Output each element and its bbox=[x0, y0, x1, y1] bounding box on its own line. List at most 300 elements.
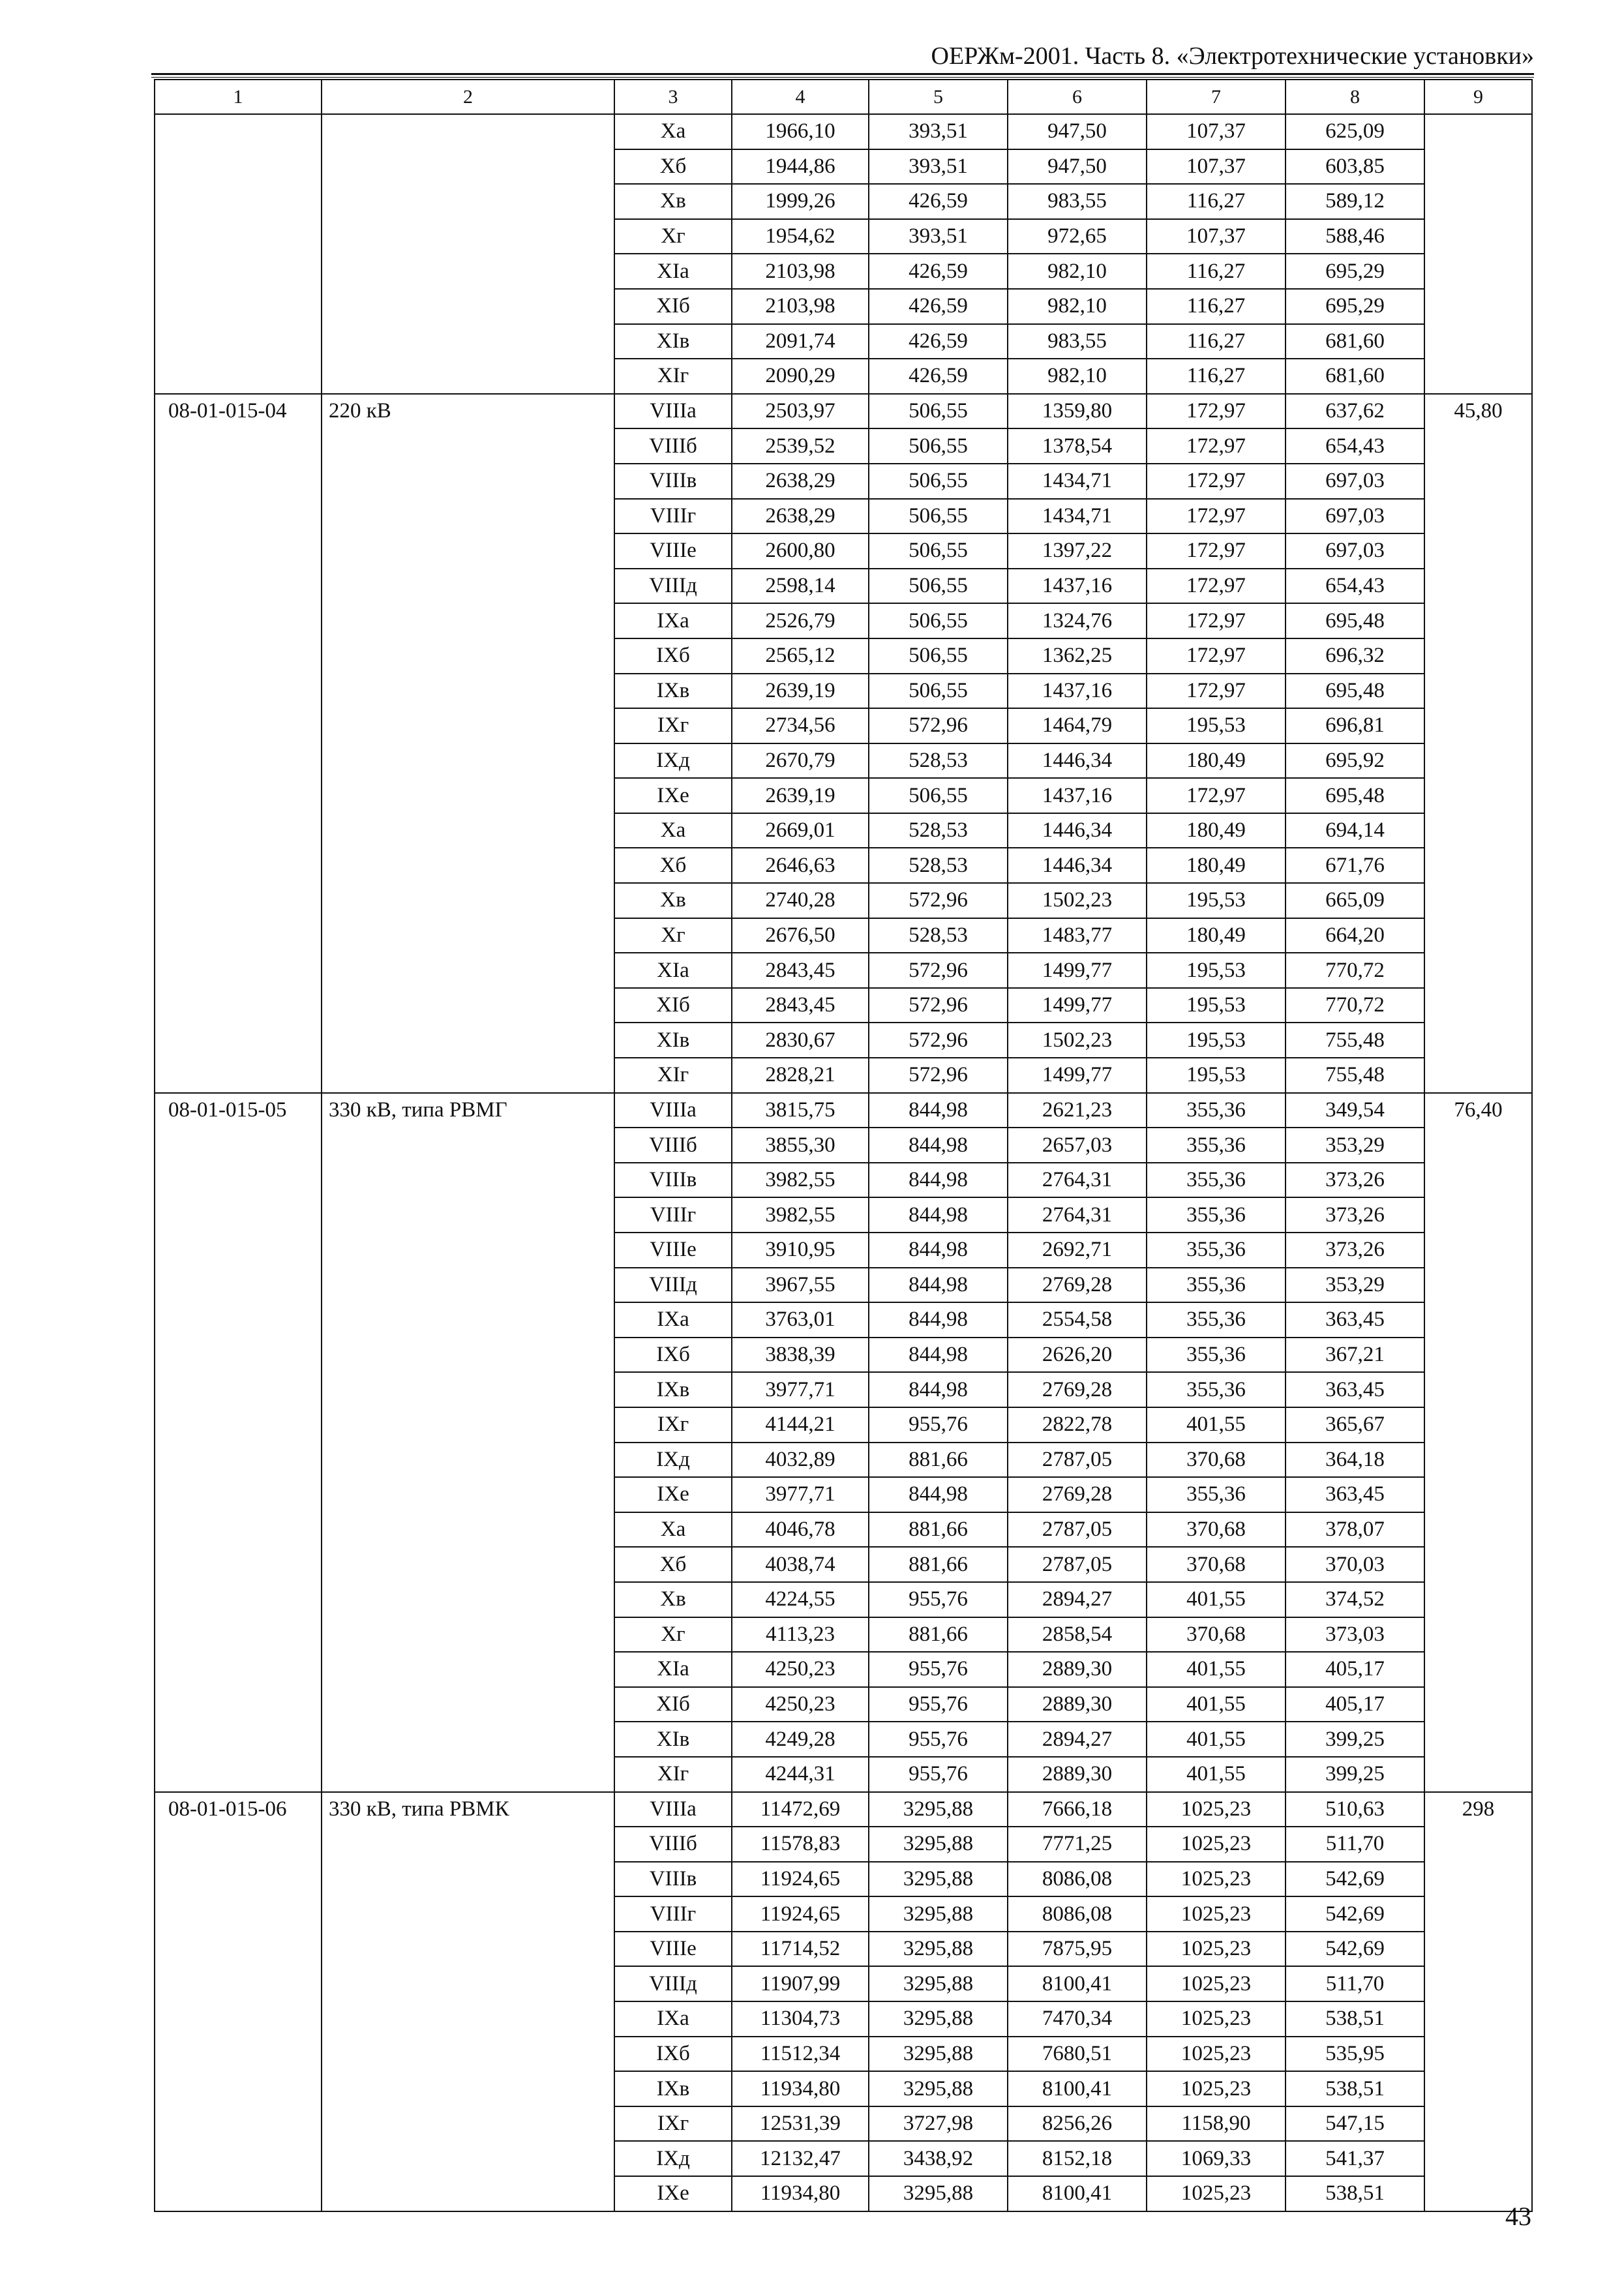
machine-cost-cell: 982,10 bbox=[1008, 289, 1147, 324]
machine-cost-cell: 7666,18 bbox=[1008, 1792, 1147, 1827]
labor-cost-cell: 506,55 bbox=[869, 464, 1008, 499]
labor-cost-cell: 506,55 bbox=[869, 603, 1008, 638]
total-cost-cell: 1944,86 bbox=[732, 149, 869, 185]
subtype-cell: XIв bbox=[614, 324, 732, 359]
materials-cost-cell: 755,48 bbox=[1286, 1023, 1424, 1058]
materials-cost-cell: 378,07 bbox=[1286, 1512, 1424, 1548]
table-row bbox=[155, 1093, 1532, 1128]
total-cost-cell: 2090,29 bbox=[732, 359, 869, 394]
labor-cost-cell: 3295,88 bbox=[869, 1932, 1008, 1967]
labor-cost-cell: 572,96 bbox=[869, 1058, 1008, 1093]
labor-cost-cell: 393,51 bbox=[869, 114, 1008, 149]
machine-cost-cell: 1324,76 bbox=[1008, 603, 1147, 638]
labor-cost-cell: 3295,88 bbox=[869, 2037, 1008, 2072]
column-number: 1 bbox=[155, 80, 322, 114]
materials-cost-cell: 367,21 bbox=[1286, 1338, 1424, 1373]
driver-wage-cell: 107,37 bbox=[1147, 114, 1286, 149]
total-cost-cell: 4038,74 bbox=[732, 1547, 869, 1582]
materials-cost-cell: 373,03 bbox=[1286, 1617, 1424, 1653]
labor-cost-cell: 506,55 bbox=[869, 638, 1008, 674]
materials-cost-cell: 541,37 bbox=[1286, 2141, 1424, 2176]
labor-cost-cell: 528,53 bbox=[869, 848, 1008, 883]
subtype-cell: VIIIв bbox=[614, 1862, 732, 1897]
subtype-cell: VIIIг bbox=[614, 1896, 732, 1932]
subtype-cell: Xб bbox=[614, 149, 732, 185]
total-cost-cell: 4224,55 bbox=[732, 1582, 869, 1617]
machine-cost-cell: 2894,27 bbox=[1008, 1722, 1147, 1757]
total-cost-cell: 3838,39 bbox=[732, 1338, 869, 1373]
materials-cost-cell: 625,09 bbox=[1286, 114, 1424, 149]
driver-wage-cell: 401,55 bbox=[1147, 1407, 1286, 1443]
driver-wage-cell: 1069,33 bbox=[1147, 2141, 1286, 2176]
driver-wage-cell: 172,97 bbox=[1147, 603, 1286, 638]
table-row bbox=[155, 1792, 1532, 1827]
labor-cost-cell: 3295,88 bbox=[869, 1966, 1008, 2001]
machine-cost-cell: 2764,31 bbox=[1008, 1163, 1147, 1198]
labor-cost-cell: 844,98 bbox=[869, 1197, 1008, 1233]
machine-cost-cell: 2692,71 bbox=[1008, 1233, 1147, 1268]
labor-cost-cell: 881,66 bbox=[869, 1512, 1008, 1548]
materials-cost-cell: 399,25 bbox=[1286, 1757, 1424, 1792]
total-cost-cell: 2639,19 bbox=[732, 778, 869, 813]
name-cell bbox=[322, 114, 614, 394]
subtype-cell: IXв bbox=[614, 2071, 732, 2106]
subtype-cell: IXб bbox=[614, 638, 732, 674]
total-cost-cell: 3763,01 bbox=[732, 1302, 869, 1338]
total-cost-cell: 2503,97 bbox=[732, 394, 869, 429]
total-cost-cell: 2600,80 bbox=[732, 533, 869, 569]
machine-cost-cell: 8086,08 bbox=[1008, 1862, 1147, 1897]
total-cost-cell: 11472,69 bbox=[732, 1792, 869, 1827]
driver-wage-cell: 195,53 bbox=[1147, 883, 1286, 918]
materials-cost-cell: 695,48 bbox=[1286, 674, 1424, 709]
machine-cost-cell: 1397,22 bbox=[1008, 533, 1147, 569]
machine-cost-cell: 1464,79 bbox=[1008, 708, 1147, 743]
total-cost-cell: 4113,23 bbox=[732, 1617, 869, 1653]
driver-wage-cell: 1025,23 bbox=[1147, 2071, 1286, 2106]
driver-wage-cell: 180,49 bbox=[1147, 813, 1286, 848]
labor-cost-cell: 3438,92 bbox=[869, 2141, 1008, 2176]
materials-cost-cell: 542,69 bbox=[1286, 1932, 1424, 1967]
driver-wage-cell: 401,55 bbox=[1147, 1652, 1286, 1687]
driver-wage-cell: 370,68 bbox=[1147, 1443, 1286, 1478]
subtype-cell: XIг bbox=[614, 1058, 732, 1093]
materials-cost-cell: 695,29 bbox=[1286, 254, 1424, 289]
total-cost-cell: 11304,73 bbox=[732, 2001, 869, 2037]
machine-cost-cell: 2787,05 bbox=[1008, 1512, 1147, 1548]
subtype-cell: VIIIе bbox=[614, 533, 732, 569]
driver-wage-cell: 401,55 bbox=[1147, 1757, 1286, 1792]
machine-cost-cell: 1499,77 bbox=[1008, 953, 1147, 988]
machine-cost-cell: 1499,77 bbox=[1008, 988, 1147, 1023]
materials-cost-cell: 770,72 bbox=[1286, 988, 1424, 1023]
subtype-cell: Xг bbox=[614, 918, 732, 953]
driver-wage-cell: 1158,90 bbox=[1147, 2106, 1286, 2142]
materials-cost-cell: 603,85 bbox=[1286, 149, 1424, 185]
table-row bbox=[155, 114, 1532, 149]
total-cost-cell: 12132,47 bbox=[732, 2141, 869, 2176]
subtype-cell: XIг bbox=[614, 359, 732, 394]
machine-cost-cell: 982,10 bbox=[1008, 254, 1147, 289]
machine-cost-cell: 1446,34 bbox=[1008, 848, 1147, 883]
column-number: 6 bbox=[1008, 80, 1147, 114]
labor-cost-cell: 844,98 bbox=[869, 1268, 1008, 1303]
driver-wage-cell: 370,68 bbox=[1147, 1547, 1286, 1582]
materials-cost-cell: 654,43 bbox=[1286, 569, 1424, 604]
machine-cost-cell: 1502,23 bbox=[1008, 1023, 1147, 1058]
total-cost-cell: 11924,65 bbox=[732, 1862, 869, 1897]
materials-cost-cell: 373,26 bbox=[1286, 1163, 1424, 1198]
driver-wage-cell: 116,27 bbox=[1147, 324, 1286, 359]
machine-cost-cell: 947,50 bbox=[1008, 149, 1147, 185]
subtype-cell: XIa bbox=[614, 1652, 732, 1687]
machine-cost-cell: 8100,41 bbox=[1008, 1966, 1147, 2001]
total-cost-cell: 12531,39 bbox=[732, 2106, 869, 2142]
subtype-cell: IXе bbox=[614, 778, 732, 813]
subtype-cell: IXб bbox=[614, 1338, 732, 1373]
total-cost-cell: 2539,52 bbox=[732, 428, 869, 464]
column-number: 7 bbox=[1147, 80, 1286, 114]
machine-cost-cell: 8086,08 bbox=[1008, 1896, 1147, 1932]
driver-wage-cell: 355,36 bbox=[1147, 1163, 1286, 1198]
materials-cost-cell: 511,70 bbox=[1286, 1827, 1424, 1862]
total-cost-cell: 3967,55 bbox=[732, 1268, 869, 1303]
labor-cost-cell: 426,59 bbox=[869, 254, 1008, 289]
materials-cost-cell: 654,43 bbox=[1286, 428, 1424, 464]
materials-cost-cell: 696,32 bbox=[1286, 638, 1424, 674]
materials-cost-cell: 695,29 bbox=[1286, 289, 1424, 324]
materials-cost-cell: 363,45 bbox=[1286, 1302, 1424, 1338]
driver-wage-cell: 116,27 bbox=[1147, 254, 1286, 289]
machine-cost-cell: 1359,80 bbox=[1008, 394, 1147, 429]
driver-wage-cell: 355,36 bbox=[1147, 1128, 1286, 1163]
machine-cost-cell: 8100,41 bbox=[1008, 2071, 1147, 2106]
name-cell: 220 кВ bbox=[322, 394, 614, 1093]
table-row bbox=[155, 394, 1532, 429]
labor-cost-cell: 881,66 bbox=[869, 1547, 1008, 1582]
machine-cost-cell: 1362,25 bbox=[1008, 638, 1147, 674]
total-cost-cell: 2828,21 bbox=[732, 1058, 869, 1093]
driver-wage-cell: 355,36 bbox=[1147, 1268, 1286, 1303]
code-cell: 08-01-015-05 bbox=[155, 1093, 322, 1792]
labor-cost-cell: 844,98 bbox=[869, 1338, 1008, 1373]
materials-cost-cell: 755,48 bbox=[1286, 1058, 1424, 1093]
column-number: 4 bbox=[732, 80, 869, 114]
labor-cost-cell: 528,53 bbox=[869, 813, 1008, 848]
subtype-cell: IXa bbox=[614, 1302, 732, 1338]
subtype-cell: IXд bbox=[614, 743, 732, 779]
machine-cost-cell: 8100,41 bbox=[1008, 2176, 1147, 2211]
total-cost-cell: 3982,55 bbox=[732, 1197, 869, 1233]
total-cost-cell: 1999,26 bbox=[732, 184, 869, 219]
machine-cost-cell: 2858,54 bbox=[1008, 1617, 1147, 1653]
labor-cost-cell: 844,98 bbox=[869, 1302, 1008, 1338]
labor-cost-cell: 528,53 bbox=[869, 918, 1008, 953]
labor-cost-cell: 572,96 bbox=[869, 988, 1008, 1023]
subtype-cell: VIIIa bbox=[614, 1093, 732, 1128]
machine-cost-cell: 2657,03 bbox=[1008, 1128, 1147, 1163]
driver-wage-cell: 370,68 bbox=[1147, 1512, 1286, 1548]
norm-cell: 298 bbox=[1424, 1792, 1532, 2211]
labor-cost-cell: 844,98 bbox=[869, 1163, 1008, 1198]
driver-wage-cell: 1025,23 bbox=[1147, 1932, 1286, 1967]
code-cell: 08-01-015-04 bbox=[155, 394, 322, 1093]
subtype-cell: VIIIa bbox=[614, 1792, 732, 1827]
driver-wage-cell: 172,97 bbox=[1147, 499, 1286, 534]
driver-wage-cell: 370,68 bbox=[1147, 1617, 1286, 1653]
total-cost-cell: 2638,29 bbox=[732, 464, 869, 499]
subtype-cell: IXб bbox=[614, 2037, 732, 2072]
total-cost-cell: 2526,79 bbox=[732, 603, 869, 638]
total-cost-cell: 11512,34 bbox=[732, 2037, 869, 2072]
materials-cost-cell: 353,29 bbox=[1286, 1268, 1424, 1303]
total-cost-cell: 4046,78 bbox=[732, 1512, 869, 1548]
driver-wage-cell: 107,37 bbox=[1147, 219, 1286, 254]
subtype-cell: IXг bbox=[614, 2106, 732, 2142]
subtype-cell: VIIIе bbox=[614, 1932, 732, 1967]
driver-wage-cell: 116,27 bbox=[1147, 359, 1286, 394]
machine-cost-cell: 1483,77 bbox=[1008, 918, 1147, 953]
subtype-cell: Xг bbox=[614, 1617, 732, 1653]
materials-cost-cell: 349,54 bbox=[1286, 1093, 1424, 1128]
subtype-cell: Xв bbox=[614, 883, 732, 918]
labor-cost-cell: 393,51 bbox=[869, 149, 1008, 185]
driver-wage-cell: 195,53 bbox=[1147, 1058, 1286, 1093]
total-cost-cell: 11578,83 bbox=[732, 1827, 869, 1862]
column-number: 3 bbox=[614, 80, 732, 114]
driver-wage-cell: 172,97 bbox=[1147, 394, 1286, 429]
machine-cost-cell: 2554,58 bbox=[1008, 1302, 1147, 1338]
labor-cost-cell: 955,76 bbox=[869, 1582, 1008, 1617]
labor-cost-cell: 3295,88 bbox=[869, 2001, 1008, 2037]
subtype-cell: XIб bbox=[614, 289, 732, 324]
subtype-cell: XIa bbox=[614, 953, 732, 988]
subtype-cell: IXг bbox=[614, 1407, 732, 1443]
materials-cost-cell: 365,67 bbox=[1286, 1407, 1424, 1443]
subtype-cell: IXд bbox=[614, 2141, 732, 2176]
materials-cost-cell: 695,48 bbox=[1286, 778, 1424, 813]
labor-cost-cell: 3295,88 bbox=[869, 2071, 1008, 2106]
materials-cost-cell: 697,03 bbox=[1286, 499, 1424, 534]
labor-cost-cell: 572,96 bbox=[869, 1023, 1008, 1058]
total-cost-cell: 2103,98 bbox=[732, 289, 869, 324]
driver-wage-cell: 180,49 bbox=[1147, 848, 1286, 883]
driver-wage-cell: 107,37 bbox=[1147, 149, 1286, 185]
driver-wage-cell: 195,53 bbox=[1147, 988, 1286, 1023]
subtype-cell: Xб bbox=[614, 1547, 732, 1582]
materials-cost-cell: 637,62 bbox=[1286, 394, 1424, 429]
subtype-cell: XIг bbox=[614, 1757, 732, 1792]
subtype-cell: VIIIд bbox=[614, 1268, 732, 1303]
machine-cost-cell: 7470,34 bbox=[1008, 2001, 1147, 2037]
materials-cost-cell: 696,81 bbox=[1286, 708, 1424, 743]
materials-cost-cell: 694,14 bbox=[1286, 813, 1424, 848]
subtype-cell: Xa bbox=[614, 114, 732, 149]
labor-cost-cell: 426,59 bbox=[869, 324, 1008, 359]
subtype-cell: IXв bbox=[614, 674, 732, 709]
materials-cost-cell: 405,17 bbox=[1286, 1652, 1424, 1687]
labor-cost-cell: 572,96 bbox=[869, 883, 1008, 918]
labor-cost-cell: 881,66 bbox=[869, 1617, 1008, 1653]
materials-cost-cell: 374,52 bbox=[1286, 1582, 1424, 1617]
subtype-cell: Xв bbox=[614, 1582, 732, 1617]
machine-cost-cell: 1437,16 bbox=[1008, 778, 1147, 813]
subtype-cell: Xв bbox=[614, 184, 732, 219]
materials-cost-cell: 695,48 bbox=[1286, 603, 1424, 638]
total-cost-cell: 11714,52 bbox=[732, 1932, 869, 1967]
total-cost-cell: 2598,14 bbox=[732, 569, 869, 604]
materials-cost-cell: 405,17 bbox=[1286, 1687, 1424, 1722]
machine-cost-cell: 8152,18 bbox=[1008, 2141, 1147, 2176]
subtype-cell: XIб bbox=[614, 988, 732, 1023]
total-cost-cell: 4244,31 bbox=[732, 1757, 869, 1792]
norm-cell bbox=[1424, 114, 1532, 394]
total-cost-cell: 4032,89 bbox=[732, 1443, 869, 1478]
total-cost-cell: 4249,28 bbox=[732, 1722, 869, 1757]
driver-wage-cell: 116,27 bbox=[1147, 184, 1286, 219]
total-cost-cell: 2646,63 bbox=[732, 848, 869, 883]
subtype-cell: IXв bbox=[614, 1372, 732, 1407]
labor-cost-cell: 955,76 bbox=[869, 1722, 1008, 1757]
labor-cost-cell: 426,59 bbox=[869, 184, 1008, 219]
machine-cost-cell: 983,55 bbox=[1008, 324, 1147, 359]
machine-cost-cell: 2769,28 bbox=[1008, 1372, 1147, 1407]
total-cost-cell: 2669,01 bbox=[732, 813, 869, 848]
labor-cost-cell: 506,55 bbox=[869, 428, 1008, 464]
total-cost-cell: 2565,12 bbox=[732, 638, 869, 674]
machine-cost-cell: 2894,27 bbox=[1008, 1582, 1147, 1617]
labor-cost-cell: 506,55 bbox=[869, 394, 1008, 429]
driver-wage-cell: 172,97 bbox=[1147, 464, 1286, 499]
labor-cost-cell: 844,98 bbox=[869, 1093, 1008, 1128]
subtype-cell: Xб bbox=[614, 848, 732, 883]
materials-cost-cell: 588,46 bbox=[1286, 219, 1424, 254]
labor-cost-cell: 3295,88 bbox=[869, 1862, 1008, 1897]
driver-wage-cell: 1025,23 bbox=[1147, 1966, 1286, 2001]
materials-cost-cell: 671,76 bbox=[1286, 848, 1424, 883]
code-cell bbox=[155, 114, 322, 394]
subtype-cell: XIб bbox=[614, 1687, 732, 1722]
column-number: 2 bbox=[322, 80, 614, 114]
machine-cost-cell: 983,55 bbox=[1008, 184, 1147, 219]
machine-cost-cell: 1437,16 bbox=[1008, 674, 1147, 709]
column-number: 9 bbox=[1424, 80, 1532, 114]
subtype-cell: XIa bbox=[614, 254, 732, 289]
running-header: ОЕРЖм-2001. Часть 8. «Электротехнические установки» bbox=[931, 42, 1534, 70]
driver-wage-cell: 1025,23 bbox=[1147, 1792, 1286, 1827]
total-cost-cell: 11934,80 bbox=[732, 2176, 869, 2211]
machine-cost-cell: 2889,30 bbox=[1008, 1652, 1147, 1687]
driver-wage-cell: 355,36 bbox=[1147, 1197, 1286, 1233]
labor-cost-cell: 426,59 bbox=[869, 289, 1008, 324]
materials-cost-cell: 370,03 bbox=[1286, 1547, 1424, 1582]
total-cost-cell: 3910,95 bbox=[732, 1233, 869, 1268]
total-cost-cell: 11924,65 bbox=[732, 1896, 869, 1932]
total-cost-cell: 1954,62 bbox=[732, 219, 869, 254]
machine-cost-cell: 2769,28 bbox=[1008, 1268, 1147, 1303]
subtype-cell: IXa bbox=[614, 2001, 732, 2037]
driver-wage-cell: 172,97 bbox=[1147, 569, 1286, 604]
materials-cost-cell: 547,15 bbox=[1286, 2106, 1424, 2142]
driver-wage-cell: 195,53 bbox=[1147, 953, 1286, 988]
materials-cost-cell: 664,20 bbox=[1286, 918, 1424, 953]
total-cost-cell: 2843,45 bbox=[732, 953, 869, 988]
labor-cost-cell: 506,55 bbox=[869, 778, 1008, 813]
labor-cost-cell: 955,76 bbox=[869, 1407, 1008, 1443]
driver-wage-cell: 172,97 bbox=[1147, 533, 1286, 569]
machine-cost-cell: 2889,30 bbox=[1008, 1687, 1147, 1722]
subtype-cell: VIIIв bbox=[614, 464, 732, 499]
machine-cost-cell: 7680,51 bbox=[1008, 2037, 1147, 2072]
total-cost-cell: 2091,74 bbox=[732, 324, 869, 359]
total-cost-cell: 2734,56 bbox=[732, 708, 869, 743]
labor-cost-cell: 844,98 bbox=[869, 1477, 1008, 1512]
machine-cost-cell: 1378,54 bbox=[1008, 428, 1147, 464]
labor-cost-cell: 506,55 bbox=[869, 533, 1008, 569]
labor-cost-cell: 844,98 bbox=[869, 1128, 1008, 1163]
driver-wage-cell: 116,27 bbox=[1147, 289, 1286, 324]
driver-wage-cell: 401,55 bbox=[1147, 1582, 1286, 1617]
driver-wage-cell: 1025,23 bbox=[1147, 2001, 1286, 2037]
driver-wage-cell: 1025,23 bbox=[1147, 1862, 1286, 1897]
materials-cost-cell: 542,69 bbox=[1286, 1862, 1424, 1897]
total-cost-cell: 11934,80 bbox=[732, 2071, 869, 2106]
driver-wage-cell: 1025,23 bbox=[1147, 2037, 1286, 2072]
machine-cost-cell: 1434,71 bbox=[1008, 499, 1147, 534]
driver-wage-cell: 355,36 bbox=[1147, 1338, 1286, 1373]
code-cell: 08-01-015-06 bbox=[155, 1792, 322, 2211]
total-cost-cell: 3977,71 bbox=[732, 1477, 869, 1512]
total-cost-cell: 2740,28 bbox=[732, 883, 869, 918]
materials-cost-cell: 364,18 bbox=[1286, 1443, 1424, 1478]
machine-cost-cell: 2769,28 bbox=[1008, 1477, 1147, 1512]
column-number-row bbox=[155, 80, 1532, 114]
norm-cell: 45,80 bbox=[1424, 394, 1532, 1093]
name-cell: 330 кВ, типа РВМК bbox=[322, 1792, 614, 2211]
labor-cost-cell: 506,55 bbox=[869, 569, 1008, 604]
driver-wage-cell: 195,53 bbox=[1147, 1023, 1286, 1058]
norm-cell: 76,40 bbox=[1424, 1093, 1532, 1792]
total-cost-cell: 2670,79 bbox=[732, 743, 869, 779]
machine-cost-cell: 2889,30 bbox=[1008, 1757, 1147, 1792]
materials-cost-cell: 538,51 bbox=[1286, 2001, 1424, 2037]
materials-cost-cell: 770,72 bbox=[1286, 953, 1424, 988]
materials-cost-cell: 697,03 bbox=[1286, 533, 1424, 569]
machine-cost-cell: 1499,77 bbox=[1008, 1058, 1147, 1093]
labor-cost-cell: 844,98 bbox=[869, 1372, 1008, 1407]
total-cost-cell: 3855,30 bbox=[732, 1128, 869, 1163]
labor-cost-cell: 955,76 bbox=[869, 1757, 1008, 1792]
total-cost-cell: 2676,50 bbox=[732, 918, 869, 953]
labor-cost-cell: 3295,88 bbox=[869, 1896, 1008, 1932]
total-cost-cell: 2103,98 bbox=[732, 254, 869, 289]
labor-cost-cell: 426,59 bbox=[869, 359, 1008, 394]
machine-cost-cell: 947,50 bbox=[1008, 114, 1147, 149]
subtype-cell: VIIIе bbox=[614, 1233, 732, 1268]
driver-wage-cell: 1025,23 bbox=[1147, 2176, 1286, 2211]
materials-cost-cell: 695,92 bbox=[1286, 743, 1424, 779]
total-cost-cell: 4250,23 bbox=[732, 1687, 869, 1722]
machine-cost-cell: 982,10 bbox=[1008, 359, 1147, 394]
total-cost-cell: 11907,99 bbox=[732, 1966, 869, 2001]
materials-cost-cell: 681,60 bbox=[1286, 324, 1424, 359]
labor-cost-cell: 955,76 bbox=[869, 1652, 1008, 1687]
driver-wage-cell: 172,97 bbox=[1147, 638, 1286, 674]
materials-cost-cell: 681,60 bbox=[1286, 359, 1424, 394]
driver-wage-cell: 401,55 bbox=[1147, 1722, 1286, 1757]
labor-cost-cell: 3295,88 bbox=[869, 1792, 1008, 1827]
materials-cost-cell: 589,12 bbox=[1286, 184, 1424, 219]
